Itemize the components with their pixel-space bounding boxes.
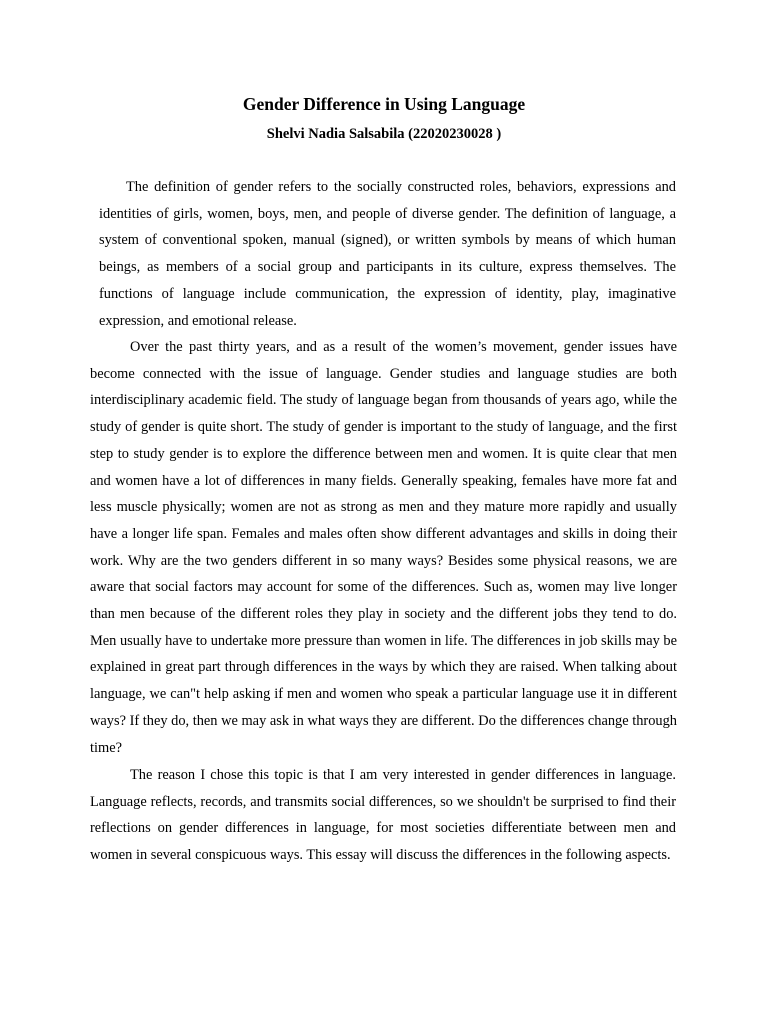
document-author: Shelvi Nadia Salsabila (22020230028 ) [266, 126, 502, 142]
paragraph-gender-definition: The definition of gender refers to the socially constructed roles, behaviors, expressions and identities of girls, women, boys, men, and people of diverse gender. The definition of language, a system of conventional spoken, manual (signed), or written symbols by means of which human beings, as members of a social group and participants in its culture, express themselves. The functions of language include communication, the expression of identity, play, imaginative expression, and emotional release. [99, 179, 676, 329]
paragraph-topic-reason: The reason I chose this topic is that I am very interested in gender differences in language. Language reflects, records, and transmits social differences, so we shouldn't be surprised to find their reflections on gender differences in language, for most societies differentiate between men and women in several conspicuous ways. This essay will discuss the differences in the following aspects. [90, 767, 676, 864]
document-title: Gender Difference in Using Language [242, 94, 526, 114]
paragraph-background: Over the past thirty years, and as a result of the women’s movement, gender issues have become connected with the issue of language. Gender studies and language studies are both interdisciplinary academic field. The study of language began from thousands of years ago, while the study of gender is quite short. The study of gender is important to the study of language, and the first step to study gender is to explore the difference between men and women. It is quite clear that men and women have a lot of differences in many fields. Generally speaking, females have more fat and less muscle physically; women are not as strong as men and they mature more rapidly and usually have a longer life span. Females and males often show different advantages and skills in doing their work. Why are the two genders different in so many ways? Besides some physical reasons, we are aware that social factors may account for some of the differences. Such as, women may live longer than men because of the different roles they play in society and the different jobs they tend to do. Men usually have to undertake more pressure than women in life. The differences in job skills may be explained in great part through differences in the ways by which they are raised. When talking about language, we can"t help asking if men and women who speak a particular language use it in different ways? If they do, then we may ask in what ways they are different. Do the differences change through time? [90, 339, 677, 756]
